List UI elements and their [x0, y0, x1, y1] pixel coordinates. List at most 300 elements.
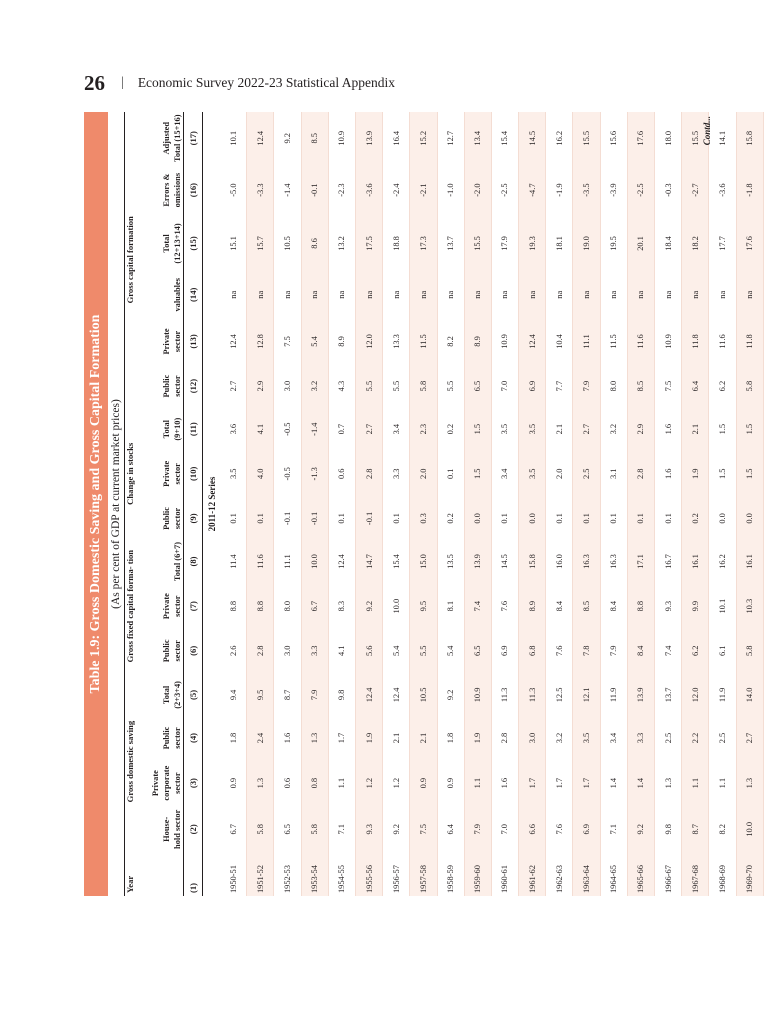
- value-cell: 6.5: [274, 808, 301, 851]
- value-cell: 1.6: [491, 759, 518, 808]
- table-row: [220, 112, 247, 896]
- value-cell: 7.6: [491, 583, 518, 629]
- value-cell: 9.8: [328, 672, 355, 717]
- value-cell: 4.3: [328, 365, 355, 408]
- value-cell: 2.4: [247, 717, 274, 758]
- value-cell: 9.2: [274, 112, 301, 164]
- value-cell: 17.6: [627, 112, 654, 164]
- value-cell: 8.5: [301, 112, 328, 164]
- column-number: (2): [184, 808, 203, 851]
- value-cell: 0.9: [410, 759, 437, 808]
- table-row: [301, 112, 328, 896]
- value-cell: 11.9: [600, 672, 627, 717]
- value-cell: -1.4: [274, 164, 301, 215]
- value-cell: 3.0: [274, 365, 301, 408]
- header-gross-fixed-capital-formation: Gross fixed capital forma- tion: [125, 540, 146, 672]
- year-cell: 1969-70: [736, 851, 763, 896]
- value-cell: 9.9: [682, 583, 709, 629]
- value-cell: -2.7: [682, 164, 709, 215]
- value-cell: 10.0: [383, 583, 410, 629]
- value-cell: 18.8: [383, 216, 410, 271]
- value-cell: 7.4: [655, 629, 682, 672]
- value-cell: 15.0: [410, 540, 437, 583]
- value-cell: 7.5: [274, 318, 301, 364]
- value-cell: 10.0: [736, 808, 763, 851]
- value-cell: 1.7: [546, 759, 573, 808]
- value-cell: na: [627, 271, 654, 318]
- value-cell: 8.9: [464, 318, 491, 364]
- value-cell: 8.5: [627, 365, 654, 408]
- value-cell: 2.7: [573, 408, 600, 451]
- column-number: (9): [184, 497, 203, 540]
- table-row: [600, 112, 627, 896]
- value-cell: 8.8: [220, 583, 247, 629]
- value-cell: na: [709, 271, 736, 318]
- value-cell: 6.2: [709, 365, 736, 408]
- value-cell: 9.8: [655, 808, 682, 851]
- value-cell: 17.9: [491, 216, 518, 271]
- value-cell: 10.1: [709, 583, 736, 629]
- value-cell: 15.5: [682, 112, 709, 164]
- subheader-total-gcf: Total (12+13+14): [162, 223, 182, 264]
- value-cell: 2.6: [220, 629, 247, 672]
- value-cell: 1.5: [464, 451, 491, 497]
- series-label: 2011-12 Series: [206, 476, 217, 532]
- value-cell: 14.5: [519, 112, 546, 164]
- value-cell: 5.8: [736, 365, 763, 408]
- value-cell: 7.5: [410, 808, 437, 851]
- table-row: [410, 112, 437, 896]
- value-cell: 13.3: [383, 318, 410, 364]
- value-cell: 7.6: [546, 808, 573, 851]
- value-cell: 14.5: [491, 540, 518, 583]
- value-cell: 7.5: [655, 365, 682, 408]
- subheader-valuables: valuables: [173, 278, 182, 312]
- value-cell: 7.9: [600, 629, 627, 672]
- table-row: [627, 112, 654, 896]
- value-cell: 7.8: [573, 629, 600, 672]
- value-cell: 4.0: [247, 451, 274, 497]
- value-cell: 6.5: [464, 365, 491, 408]
- value-cell: 1.2: [383, 759, 410, 808]
- header-divider: |: [121, 75, 124, 90]
- value-cell: 1.4: [627, 759, 654, 808]
- value-cell: 0.3: [410, 497, 437, 540]
- value-cell: 3.5: [220, 451, 247, 497]
- value-cell: 12.4: [328, 540, 355, 583]
- year-cell: 1953-54: [301, 851, 328, 896]
- value-cell: 1.3: [736, 759, 763, 808]
- value-cell: 5.8: [736, 629, 763, 672]
- value-cell: 1.3: [655, 759, 682, 808]
- subheader-empty: [145, 851, 184, 896]
- value-cell: 12.1: [573, 672, 600, 717]
- value-cell: 3.4: [491, 451, 518, 497]
- value-cell: 1.5: [736, 408, 763, 451]
- value-cell: 19.0: [573, 216, 600, 271]
- value-cell: 10.5: [274, 216, 301, 271]
- value-cell: 18.2: [682, 216, 709, 271]
- value-cell: 2.2: [682, 717, 709, 758]
- value-cell: 7.1: [600, 808, 627, 851]
- value-cell: 18.1: [546, 216, 573, 271]
- value-cell: 3.5: [519, 451, 546, 497]
- table-row: [546, 112, 573, 896]
- value-cell: -1.3: [301, 451, 328, 497]
- table-row: [736, 112, 763, 896]
- value-cell: 12.8: [247, 318, 274, 364]
- value-cell: 3.3: [627, 717, 654, 758]
- value-cell: -2.5: [491, 164, 518, 215]
- value-cell: 16.3: [573, 540, 600, 583]
- value-cell: 6.4: [682, 365, 709, 408]
- column-number: (13): [184, 318, 203, 364]
- value-cell: 9.2: [383, 808, 410, 851]
- value-cell: -0.1: [355, 497, 382, 540]
- value-cell: 12.5: [546, 672, 573, 717]
- value-cell: -3.3: [247, 164, 274, 215]
- value-cell: na: [410, 271, 437, 318]
- value-cell: 15.2: [410, 112, 437, 164]
- value-cell: 0.7: [328, 408, 355, 451]
- column-number: (4): [184, 717, 203, 758]
- value-cell: 17.7: [709, 216, 736, 271]
- subheader-adjusted-total: Adjusted Total (15+16): [162, 114, 182, 162]
- value-cell: 3.0: [274, 629, 301, 672]
- value-cell: 16.1: [682, 540, 709, 583]
- value-cell: 0.1: [247, 497, 274, 540]
- value-cell: 3.1: [600, 451, 627, 497]
- value-cell: 9.2: [355, 583, 382, 629]
- value-cell: 9.2: [627, 808, 654, 851]
- value-cell: 9.3: [355, 808, 382, 851]
- value-cell: 8.4: [546, 583, 573, 629]
- value-cell: na: [464, 271, 491, 318]
- value-cell: 1.9: [355, 717, 382, 758]
- subheader-private-gcf: Private sector: [162, 328, 182, 355]
- year-cell: 1968-69: [709, 851, 736, 896]
- value-cell: 6.7: [220, 808, 247, 851]
- table-row: [519, 112, 546, 896]
- value-cell: -0.1: [274, 497, 301, 540]
- value-cell: 1.3: [301, 717, 328, 758]
- table-row: [573, 112, 600, 896]
- value-cell: 5.5: [410, 629, 437, 672]
- value-cell: 2.5: [709, 717, 736, 758]
- value-cell: 9.4: [220, 672, 247, 717]
- value-cell: 15.5: [573, 112, 600, 164]
- subheader-public-saving: Public sector: [162, 726, 182, 750]
- value-cell: 11.3: [519, 672, 546, 717]
- subheader-public-gfcf: Public sector: [162, 639, 182, 663]
- value-cell: -3.5: [573, 164, 600, 215]
- value-cell: 13.7: [437, 216, 464, 271]
- year-cell: 1962-63: [546, 851, 573, 896]
- column-number: (7): [184, 583, 203, 629]
- column-number: (3): [184, 759, 203, 808]
- value-cell: 14.7: [355, 540, 382, 583]
- continued-note: Contd...: [702, 116, 712, 146]
- value-cell: 8.0: [600, 365, 627, 408]
- year-cell: 1963-64: [573, 851, 600, 896]
- table-row: [383, 112, 410, 896]
- value-cell: 2.5: [573, 451, 600, 497]
- subheader-errors-omissions: Errors & omissions: [162, 172, 182, 208]
- value-cell: 15.1: [220, 216, 247, 271]
- value-cell: 1.8: [437, 717, 464, 758]
- table-subtitle: (As per cent of GDP at current market prices): [110, 399, 122, 609]
- value-cell: 2.8: [627, 451, 654, 497]
- running-title: Economic Survey 2022-23 Statistical Appendix: [137, 75, 396, 90]
- value-cell: 15.8: [736, 112, 763, 164]
- value-cell: 9.5: [247, 672, 274, 717]
- value-cell: 0.1: [600, 497, 627, 540]
- value-cell: 1.6: [274, 717, 301, 758]
- value-cell: 5.4: [383, 629, 410, 672]
- value-cell: 15.5: [464, 216, 491, 271]
- value-cell: 1.7: [328, 717, 355, 758]
- value-cell: 2.9: [247, 365, 274, 408]
- value-cell: 3.5: [491, 408, 518, 451]
- value-cell: 0.1: [627, 497, 654, 540]
- value-cell: 11.6: [247, 540, 274, 583]
- year-cell: 1951-52: [247, 851, 274, 896]
- subheader-total-stocks: Total (9+10): [162, 417, 182, 441]
- value-cell: 1.8: [220, 717, 247, 758]
- value-cell: 0.9: [220, 759, 247, 808]
- value-cell: 5.4: [301, 318, 328, 364]
- value-cell: 15.4: [383, 540, 410, 583]
- value-cell: 2.7: [220, 365, 247, 408]
- value-cell: 0.0: [709, 497, 736, 540]
- value-cell: na: [355, 271, 382, 318]
- value-cell: -1.0: [437, 164, 464, 215]
- value-cell: -3.6: [709, 164, 736, 215]
- value-cell: 11.5: [600, 318, 627, 364]
- value-cell: 0.8: [301, 759, 328, 808]
- subheader-total-saving: Total (2+3+4): [162, 681, 182, 709]
- value-cell: 2.7: [736, 717, 763, 758]
- header-change-in-stocks: Change in stocks: [125, 408, 146, 540]
- value-cell: -0.3: [655, 164, 682, 215]
- value-cell: 0.1: [546, 497, 573, 540]
- value-cell: 11.3: [491, 672, 518, 717]
- value-cell: 1.9: [464, 717, 491, 758]
- value-cell: 16.0: [546, 540, 573, 583]
- value-cell: -0.5: [274, 451, 301, 497]
- value-cell: na: [600, 271, 627, 318]
- value-cell: 0.6: [274, 759, 301, 808]
- value-cell: 8.6: [301, 216, 328, 271]
- value-cell: 2.0: [410, 451, 437, 497]
- page-number: 26: [84, 70, 105, 95]
- year-cell: 1967-68: [682, 851, 709, 896]
- value-cell: 1.5: [464, 408, 491, 451]
- value-cell: 16.7: [655, 540, 682, 583]
- column-number: (1): [184, 851, 203, 896]
- table-row: [328, 112, 355, 896]
- value-cell: 7.9: [573, 365, 600, 408]
- value-cell: 17.1: [627, 540, 654, 583]
- value-cell: 13.9: [355, 112, 382, 164]
- value-cell: 10.9: [491, 318, 518, 364]
- value-cell: 8.1: [437, 583, 464, 629]
- value-cell: na: [573, 271, 600, 318]
- value-cell: 8.8: [627, 583, 654, 629]
- value-cell: 15.8: [519, 540, 546, 583]
- value-cell: 10.9: [655, 318, 682, 364]
- year-cell: 1950-51: [220, 851, 247, 896]
- value-cell: 0.2: [437, 408, 464, 451]
- value-cell: 0.1: [383, 497, 410, 540]
- value-cell: 1.6: [655, 408, 682, 451]
- value-cell: 11.6: [709, 318, 736, 364]
- column-number: (11): [184, 408, 203, 451]
- value-cell: na: [328, 271, 355, 318]
- table-row: [682, 112, 709, 896]
- year-cell: 1955-56: [355, 851, 382, 896]
- subheader-private-stocks: Private sector: [162, 460, 182, 487]
- value-cell: 10.9: [464, 672, 491, 717]
- table-row: [247, 112, 274, 896]
- value-cell: 10.0: [301, 540, 328, 583]
- value-cell: 6.9: [573, 808, 600, 851]
- value-cell: 3.5: [519, 408, 546, 451]
- value-cell: 1.1: [709, 759, 736, 808]
- rotated-table-frame: [84, 112, 755, 896]
- table-row: [274, 112, 301, 896]
- value-cell: 11.8: [736, 318, 763, 364]
- column-number: (16): [184, 164, 203, 215]
- value-cell: 17.5: [355, 216, 382, 271]
- value-cell: 19.3: [519, 216, 546, 271]
- value-cell: 1.5: [736, 451, 763, 497]
- value-cell: 11.5: [410, 318, 437, 364]
- value-cell: 0.0: [736, 497, 763, 540]
- value-cell: -2.3: [328, 164, 355, 215]
- value-cell: 7.7: [546, 365, 573, 408]
- value-cell: 2.7: [355, 408, 382, 451]
- value-cell: 2.1: [383, 717, 410, 758]
- column-number: (12): [184, 365, 203, 408]
- value-cell: 10.9: [328, 112, 355, 164]
- year-cell: 1959-60: [464, 851, 491, 896]
- value-cell: 3.2: [301, 365, 328, 408]
- value-cell: 4.1: [247, 408, 274, 451]
- value-cell: 6.4: [437, 808, 464, 851]
- value-cell: 2.1: [546, 408, 573, 451]
- value-cell: 13.2: [328, 216, 355, 271]
- value-cell: 0.1: [328, 497, 355, 540]
- value-cell: 1.1: [682, 759, 709, 808]
- value-cell: 5.8: [410, 365, 437, 408]
- value-cell: 2.8: [247, 629, 274, 672]
- subheader-private-gfcf: Private sector: [162, 593, 182, 620]
- value-cell: 8.2: [437, 318, 464, 364]
- value-cell: 8.7: [682, 808, 709, 851]
- value-cell: 10.5: [410, 672, 437, 717]
- value-cell: 16.2: [709, 540, 736, 583]
- value-cell: -2.4: [383, 164, 410, 215]
- year-cell: 1964-65: [600, 851, 627, 896]
- value-cell: 7.6: [546, 629, 573, 672]
- value-cell: 7.9: [464, 808, 491, 851]
- value-cell: 6.9: [519, 365, 546, 408]
- value-cell: -4.7: [519, 164, 546, 215]
- value-cell: 14.1: [709, 112, 736, 164]
- value-cell: 3.6: [220, 408, 247, 451]
- value-cell: 0.1: [491, 497, 518, 540]
- value-cell: 1.1: [328, 759, 355, 808]
- year-cell: 1966-67: [655, 851, 682, 896]
- value-cell: 1.7: [573, 759, 600, 808]
- value-cell: 7.0: [491, 365, 518, 408]
- value-cell: 8.5: [573, 583, 600, 629]
- value-cell: 2.1: [682, 408, 709, 451]
- value-cell: 0.6: [328, 451, 355, 497]
- table-row: [437, 112, 464, 896]
- value-cell: 1.2: [355, 759, 382, 808]
- value-cell: 2.8: [491, 717, 518, 758]
- value-cell: 18.4: [655, 216, 682, 271]
- value-cell: 9.2: [437, 672, 464, 717]
- year-cell: 1956-57: [383, 851, 410, 896]
- column-number-row: [184, 112, 203, 896]
- value-cell: 0.2: [437, 497, 464, 540]
- value-cell: -0.1: [301, 497, 328, 540]
- value-cell: -1.8: [736, 164, 763, 215]
- column-number: (5): [184, 672, 203, 717]
- column-number: (17): [184, 112, 203, 164]
- value-cell: 8.9: [519, 583, 546, 629]
- table-body: [220, 112, 763, 896]
- value-cell: 12.4: [355, 672, 382, 717]
- value-cell: 6.6: [519, 808, 546, 851]
- value-cell: 0.1: [220, 497, 247, 540]
- value-cell: na: [682, 271, 709, 318]
- value-cell: -2.0: [464, 164, 491, 215]
- value-cell: na: [437, 271, 464, 318]
- value-cell: 8.3: [328, 583, 355, 629]
- value-cell: 5.8: [301, 808, 328, 851]
- value-cell: 8.7: [274, 672, 301, 717]
- value-cell: 13.4: [464, 112, 491, 164]
- value-cell: 17.6: [736, 216, 763, 271]
- year-cell: 1957-58: [410, 851, 437, 896]
- value-cell: na: [301, 271, 328, 318]
- value-cell: 5.6: [355, 629, 382, 672]
- value-cell: na: [274, 271, 301, 318]
- column-number: (6): [184, 629, 203, 672]
- value-cell: 4.1: [328, 629, 355, 672]
- value-cell: 2.3: [410, 408, 437, 451]
- value-cell: 6.9: [491, 629, 518, 672]
- value-cell: -0.1: [301, 164, 328, 215]
- value-cell: 0.0: [464, 497, 491, 540]
- value-cell: 1.6: [655, 451, 682, 497]
- value-cell: 12.4: [383, 672, 410, 717]
- value-cell: 3.2: [600, 408, 627, 451]
- value-cell: 2.8: [355, 451, 382, 497]
- year-cell: 1965-66: [627, 851, 654, 896]
- value-cell: 7.4: [464, 583, 491, 629]
- value-cell: 2.9: [627, 408, 654, 451]
- value-cell: 5.5: [383, 365, 410, 408]
- value-cell: 12.7: [437, 112, 464, 164]
- value-cell: 12.4: [519, 318, 546, 364]
- value-cell: 7.0: [491, 808, 518, 851]
- value-cell: na: [546, 271, 573, 318]
